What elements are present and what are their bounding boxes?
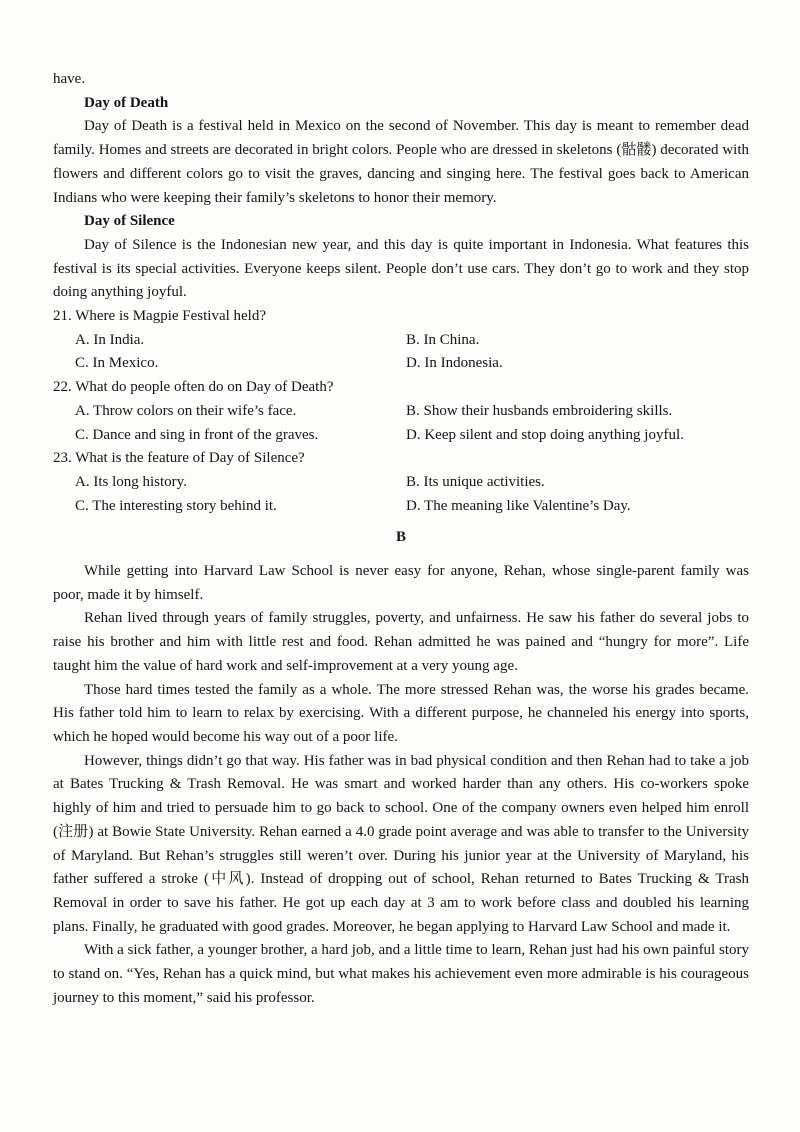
festival-text-day-of-silence: Day of Silence is the Indonesian new year, and this day is quite important in Indonesia. What features this festival is its special activities. Everyone keeps silent. People don’t use cars. They don’t go to work and they stop doing anything joyful. [53, 236, 749, 301]
question-23 [53, 447, 749, 518]
option-a: A. Throw colors on their wife’s face. [75, 402, 297, 419]
passage-b-paragraph-2: Rehan lived through years of family struggles, poverty, and unfairness. He saw his father do several jobs to raise his brother and him with little rest and food. Rehan admitted he was pained and “hungry for more”. Life taught him the value of hard work and self-improvement at a very young age. [53, 610, 749, 674]
option-c: C. In Mexico. [75, 355, 159, 372]
option-c: C. Dance and sing in front of the graves. [75, 426, 319, 443]
option-row [53, 495, 749, 519]
festival-title-day-of-death: Day of Death [84, 94, 169, 111]
option-b: B. In China. [406, 331, 480, 348]
passage-b-paragraph-1: While getting into Harvard Law School is never easy for anyone, Rehan, whose single-parent family was poor, made it by himself. [53, 563, 749, 603]
option-c: C. The interesting story behind it. [75, 497, 277, 514]
option-row [53, 471, 749, 495]
option-d: D. Keep silent and stop doing anything joyful. [406, 426, 684, 443]
option-a: A. In India. [75, 331, 145, 348]
option-row [53, 400, 749, 424]
option-row [53, 424, 749, 448]
question-stem: 22. What do people often do on Day of Death? [53, 379, 334, 396]
page-content [53, 68, 749, 1010]
option-d: D. The meaning like Valentine’s Day. [406, 497, 631, 514]
passage-b-paragraph-3: Those hard times tested the family as a whole. The more stressed Rehan was, the worse his grades became. His father told him to learn to relax by exercising. With a different purpose, he channeled his energy into sports, which he hoped would become his way out of a poor life. [53, 681, 749, 745]
passage-b-paragraph-4: However, things didn’t go that way. His father was in bad physical condition and then Rehan had to take a job at Bates Trucking & Trash Removal. He was smart and worked harder than any others. His co-workers spoke highly of him and tried to persuade him to go back to school. One of the company owners even helped him enroll (注册) at Bowie State University. Rehan earned a 4.0 grade point average and was able to transfer to the University of Maryland. But Rehan’s struggles still weren’t over. During his junior year at the University of Maryland, his father suffered a stroke (中风). Instead of dropping out of school, Rehan returned to Bates Trucking & Trash Removal in order to save his father. He got up each day at 3 am to work before class and doubled his learning plans. Finally, he graduated with good grades. Moreover, he began applying to Harvard Law School and made it. [53, 752, 749, 935]
option-d: D. In Indonesia. [406, 355, 503, 372]
option-a: A. Its long history. [75, 473, 187, 490]
option-b: B. Show their husbands embroidering skills. [406, 402, 673, 419]
passage-b-paragraph-5: With a sick father, a younger brother, a hard job, and a little time to learn, Rehan just had his own painful story to stand on. “Yes, Rehan has a quick mind, but what makes his achievement even more admirable is his courageous journey to this moment,” said his professor. [53, 942, 749, 1006]
question-22 [53, 376, 749, 447]
festival-title-day-of-silence: Day of Silence [84, 213, 175, 230]
passage-a-lead: have. [53, 71, 86, 87]
option-row [53, 329, 749, 353]
section-b-label: B [395, 529, 406, 546]
question-stem: 23. What is the feature of Day of Silence? [53, 450, 305, 467]
option-row [53, 352, 749, 376]
question-21 [53, 305, 749, 376]
question-stem: 21. Where is Magpie Festival held? [53, 308, 267, 325]
festival-text-day-of-death: Day of Death is a festival held in Mexico on the second of November. This day is meant to remember dead family. Homes and streets are decorated in bright colors. People who are dressed in skeletons (骷髅) decorated with flowers and different colors go to visit the graves, dancing and singing here. The festival goes back to American Indians who were keeping their family’s skeletons to honor their memory. [53, 118, 749, 206]
option-b: B. Its unique activities. [406, 473, 545, 490]
